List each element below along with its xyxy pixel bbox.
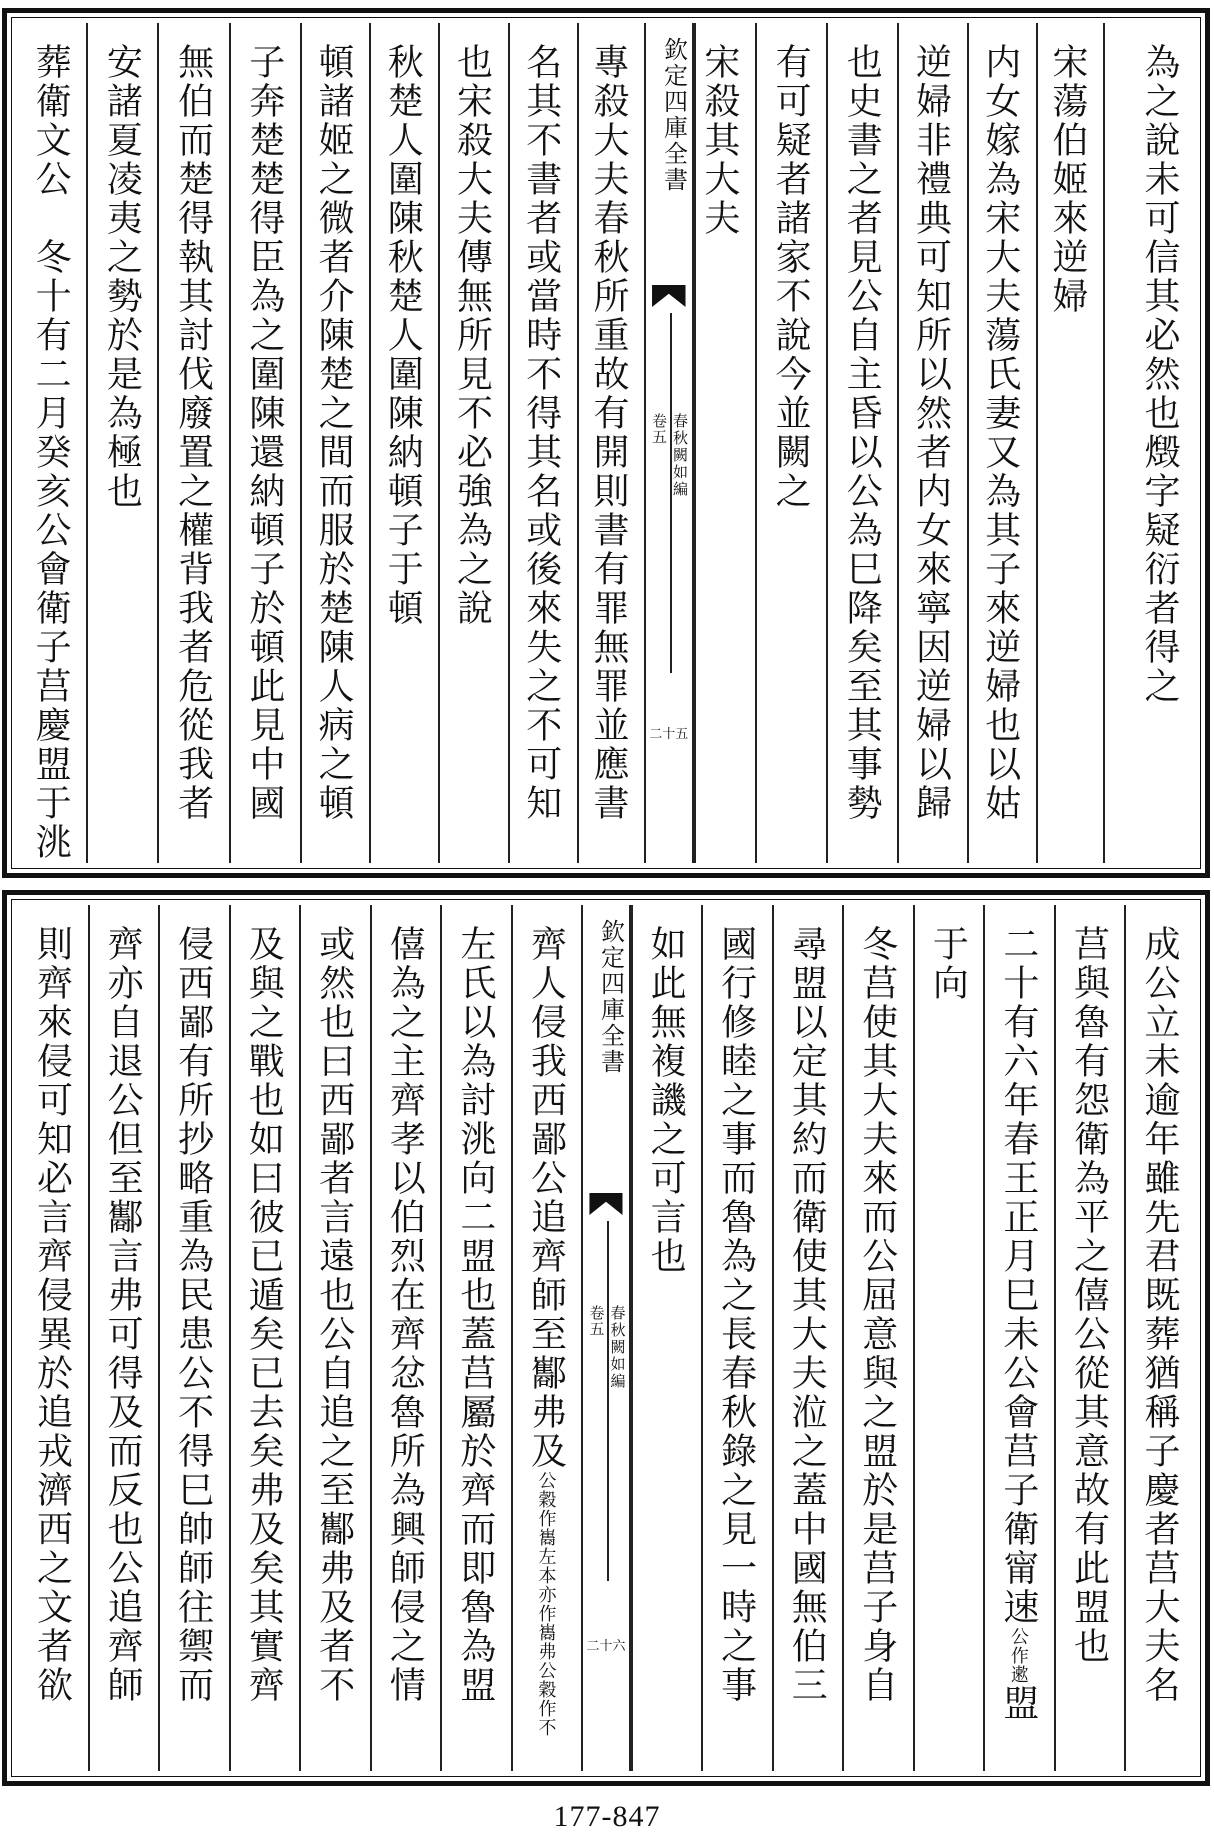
text-column: 有可疑者諸家不說今並闕之	[755, 23, 826, 863]
folio-number: 二十六	[586, 1639, 626, 1654]
text-column: 僖為之主齊孝以伯烈在齊忿魯所為興師侵之情	[370, 905, 441, 1771]
annotation-note: 公穀作巂左本亦作巂弗公穀作不	[535, 1471, 557, 1737]
bottom-text-columns	[17, 905, 1195, 1771]
text-column: 于向	[913, 905, 984, 1771]
text-column: 内女嫁為宋大夫蕩氏妻又為其子來逆婦也以姑	[967, 23, 1036, 863]
text-column: 專殺大夫春秋所重故有開則書有罪無罪並應書	[577, 23, 644, 863]
volume-label: 卷五	[587, 1305, 606, 1337]
library-title: 欽定四庫全書	[659, 37, 688, 193]
text-column: 頓諸姬之微者介陳楚之間而服於楚陳人病之頓	[300, 23, 369, 863]
text-column: 也宋殺大夫傳無所見不必強為之說	[438, 23, 507, 863]
top-text-columns	[17, 23, 1195, 863]
text-column: 莒與魯有怨衛為平之僖公從其意故有此盟也	[1054, 905, 1125, 1771]
text-column: 也史書之者見公自主昏以公為巳降矣至其事勢	[826, 23, 897, 863]
text-run: 二十有六年春王正月巳未公會莒子衛甯速	[997, 925, 1039, 1627]
bottom-page-frame	[2, 890, 1210, 1786]
annotation-note: 公作遬	[1007, 1627, 1029, 1684]
text-column: 或然也曰西鄙者言遠也公自追之至酅弗及者不	[299, 905, 370, 1771]
fishtail-mark-icon	[589, 1193, 622, 1215]
text-column: 尋盟以定其約而衛使其大夫涖之蓋中國無伯三	[772, 905, 843, 1771]
text-column: 則齊來侵可知必言齊侵異於追戎濟西之文者欲	[31, 925, 73, 1705]
top-page	[0, 8, 1214, 878]
text-column: 葬衛文公 冬十有二月癸亥公會衛子莒慶盟于洮	[30, 43, 72, 862]
text-column: 宋殺其大夫	[694, 23, 755, 863]
library-title: 欽定四庫全書	[596, 919, 625, 1075]
text-column: 侵西鄙有所抄略重為民患公不得巳帥師往禦而	[158, 905, 229, 1771]
text-column: 左氏以為討洮向二盟也蓋莒屬於齊而即魯為盟	[440, 905, 511, 1771]
text-column: 及與之戰也如曰彼已遁矣已去矣弗及矣其實齊	[229, 905, 300, 1771]
fold-line	[607, 1221, 609, 1581]
text-column: 成公立未逾年雖先君既葬猶稱子慶者莒大夫名	[1124, 905, 1195, 1771]
text-run: 齊人侵我西鄙公追齊師至酅弗及	[525, 925, 567, 1471]
top-page-frame	[2, 8, 1210, 878]
text-column: 子奔楚楚得臣為之圍陳還納頓子於頓此見中國	[229, 23, 300, 863]
folio-number: 二十五	[649, 727, 689, 742]
bottom-page	[0, 890, 1214, 1786]
center-fold-column	[581, 905, 630, 1771]
page-number-footer: 177-847	[553, 1800, 661, 1833]
text-column: 無伯而楚得執其討伐廢置之權背我者危從我者	[157, 23, 228, 863]
book-title: 春秋闕如編	[671, 413, 690, 498]
book-title: 春秋闕如編	[608, 1305, 627, 1390]
text-column: 名其不書者或當時不得其名或後來失之不可知	[508, 23, 577, 863]
text-column: 宋蕩伯姬來逆婦	[1036, 23, 1103, 863]
text-column: 安諸夏凌夷之勢於是為極也	[86, 23, 157, 863]
text-column	[983, 905, 1054, 1771]
text-column: 為之說未可信其必然也燬字疑衍者得之	[1103, 23, 1195, 863]
volume-label: 卷五	[650, 413, 669, 445]
text-column: 齊亦自退公但至酅言弗可得及而反也公追齊師	[88, 905, 159, 1771]
fishtail-mark-icon	[652, 285, 685, 307]
text-column: 國行修睦之事而魯為之長春秋錄之見一時之事	[701, 905, 772, 1771]
text-column: 冬莒使其大夫來而公屈意與之盟於是莒子身自	[842, 905, 913, 1771]
text-run: 盟	[997, 1684, 1039, 1723]
text-column: 逆婦非禮典可知所以然者内女來寧因逆婦以歸	[897, 23, 966, 863]
text-column: 秋楚人圍陳秋楚人圍陳納頓子于頓	[369, 23, 438, 863]
center-fold-column	[644, 23, 693, 863]
text-column: 如此無複譏之可言也	[631, 905, 702, 1771]
text-column	[511, 905, 582, 1771]
